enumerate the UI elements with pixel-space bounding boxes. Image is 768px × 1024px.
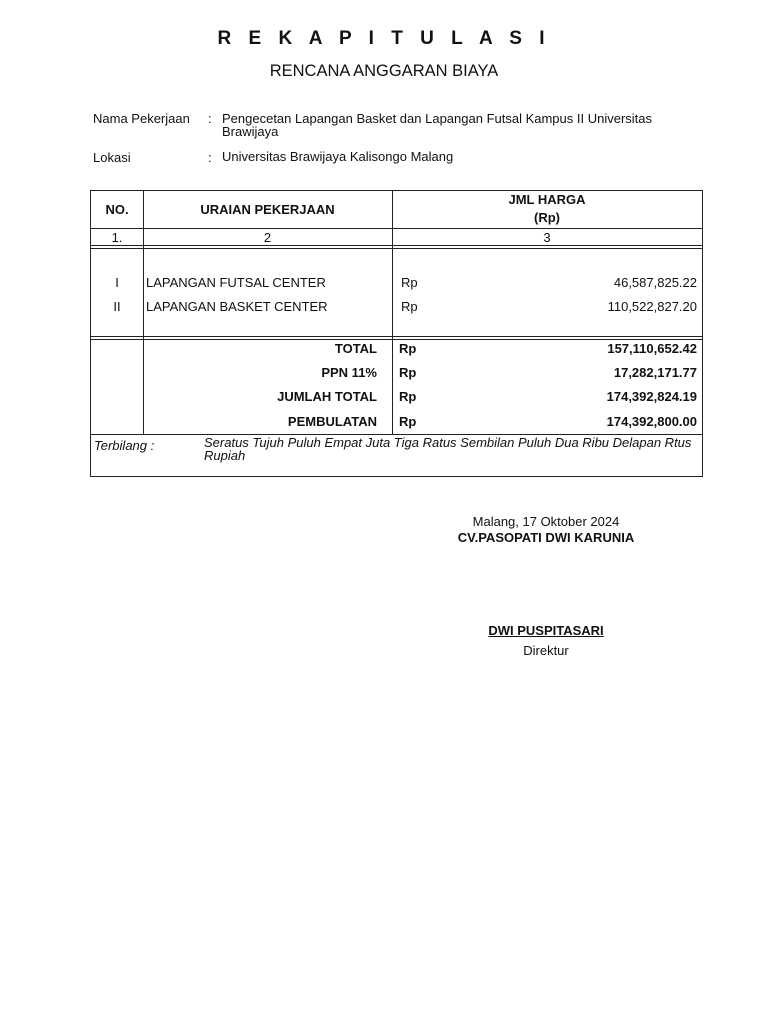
location-colon: : <box>208 150 212 165</box>
row-no: II <box>113 299 121 314</box>
terbilang-label: Terbilang : <box>94 438 155 453</box>
location-value: Universitas Brawijaya Kalisongo Malang <box>222 149 454 164</box>
summary-label: PEMBULATAN <box>287 414 377 429</box>
job-value: Pengecetan Lapangan Basket dan Lapangan Futsal Kampus II Universitas Brawijaya <box>222 111 653 139</box>
row-currency: Rp <box>401 299 418 314</box>
row-currency: Rp <box>401 275 418 290</box>
summary-label: TOTAL <box>334 341 377 356</box>
column-number-3: 3 <box>543 230 551 245</box>
header-price-line1: JML HARGA <box>508 192 586 207</box>
column-number-1: 1. <box>111 230 123 245</box>
summary-amount: 17,282,171.77 <box>613 365 697 380</box>
summary-amount: 174,392,800.00 <box>606 414 697 429</box>
signature-date: Malang, 17 Oktober 2024 <box>472 514 620 529</box>
job-label: Nama Pekerjaan <box>93 111 190 126</box>
job-colon: : <box>208 111 212 126</box>
location-label: Lokasi <box>93 150 131 165</box>
terbilang-value: Seratus Tujuh Puluh Empat Juta Tiga Ratus Sembilan Puluh Dua Ribu Delapan Rtus Rupiah <box>204 435 692 463</box>
summary-currency: Rp <box>399 389 417 404</box>
row-amount: 110,522,827.20 <box>607 299 697 314</box>
column-divider-no <box>143 191 144 434</box>
row-description: LAPANGAN FUTSAL CENTER <box>146 275 326 290</box>
summary-label: PPN 11% <box>321 365 377 380</box>
signature-name: DWI PUSPITASARI <box>488 623 604 638</box>
column-number-2: 2 <box>263 230 272 245</box>
signature-company: CV.PASOPATI DWI KARUNIA <box>457 530 635 545</box>
summary-currency: Rp <box>399 414 417 429</box>
header-divider <box>91 228 702 229</box>
column-number-divider-2 <box>91 248 702 249</box>
row-amount: 46,587,825.22 <box>613 275 697 290</box>
items-divider-1 <box>91 336 702 337</box>
recap-table <box>90 190 703 477</box>
signature-role: Direktur <box>523 643 569 658</box>
document-title: R E K A P I T U L A S I <box>217 28 551 49</box>
summary-currency: Rp <box>399 341 417 356</box>
column-number-divider-1 <box>91 245 702 246</box>
header-price-line2: (Rp) <box>534 210 560 225</box>
row-description: LAPANGAN BASKET CENTER <box>146 299 328 314</box>
column-divider-price <box>392 191 393 434</box>
document-subtitle: RENCANA ANGGARAN BIAYA <box>269 62 499 80</box>
row-no: I <box>115 275 119 290</box>
items-divider-2 <box>91 339 702 340</box>
summary-currency: Rp <box>399 365 417 380</box>
summary-label: JUMLAH TOTAL <box>277 389 377 404</box>
summary-amount: 157,110,652.42 <box>607 341 697 356</box>
summary-amount: 174,392,824.19 <box>606 389 697 404</box>
header-description: URAIAN PEKERJAAN <box>200 202 335 217</box>
header-no: NO. <box>105 202 129 217</box>
